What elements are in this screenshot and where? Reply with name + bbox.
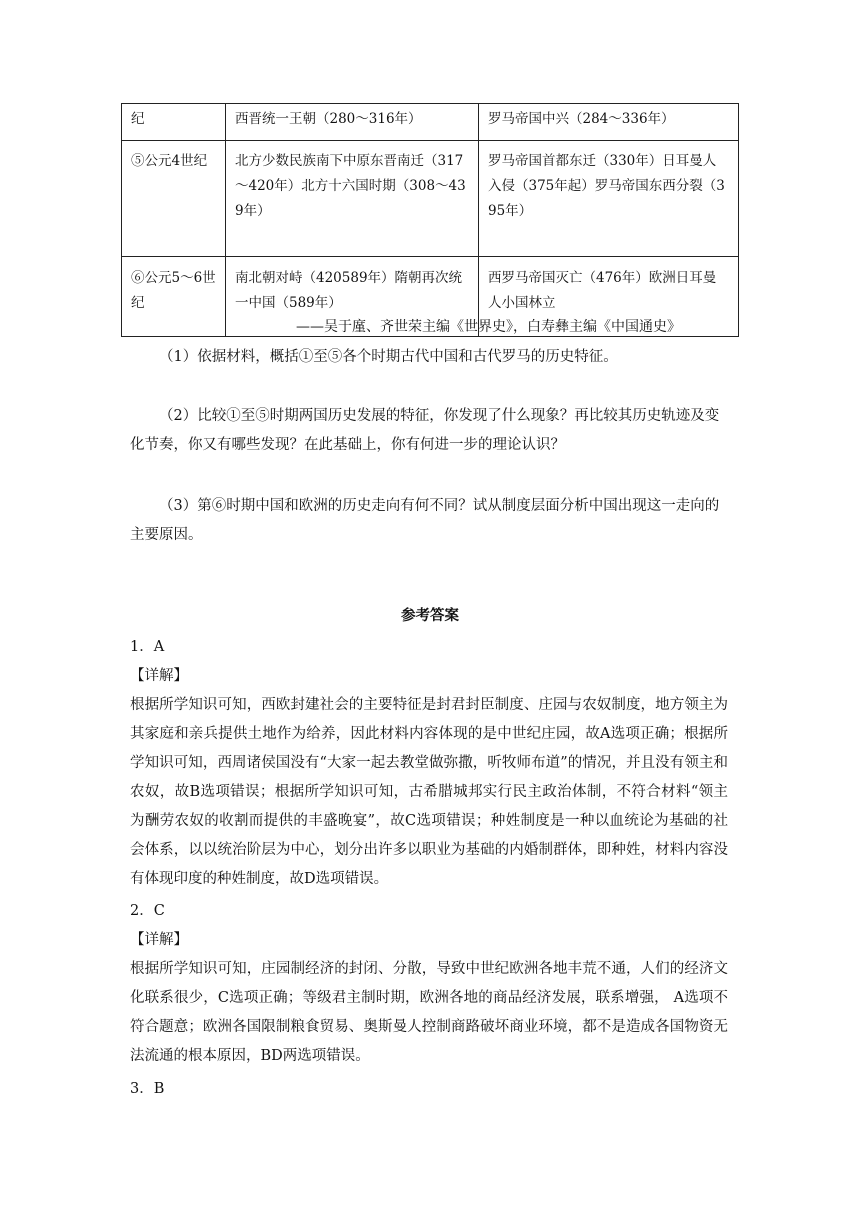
table-row (122, 104, 739, 141)
answer-2-label: 2．C (130, 903, 165, 919)
answer-1-explanation: 根据所学知识可知，西欧封建社会的主要特征是封君封臣制度、庄园与农奴制度，地方领主为其家庭和亲兵提供土地作为给养，因此材料内容体现的是中世纪庄园，故A选项正确；根据所学知识可知，西周诸侯国没有“大家一起去教堂做弥撒，听牧师布道”的情况，并且没有领主和农奴，故B选项错误；根据所学知识可知，古希腊城邦实行民主政治体制，不符合材料“领主为酬劳农奴的收割而提供的丰盛晚宴”，故C选项错误；种姓制度是一种以血统论为基础的社会体系，以以统治阶层为中心，划分出许多以职业为基础的内婚制群体，即种姓，材料内容没有体现印度的种姓制度，故D选项错误。 (130, 697, 728, 887)
china-cell: 北方少数民族南下中原东晋南迁（317～420年）北方十六国时期（308～439年） (226, 141, 479, 257)
answer-3-label: 3．B (130, 1081, 165, 1097)
china-cell: 西晋统一王朝（280～316年） (226, 104, 479, 141)
answer-2-detail-label: 【详解】 (130, 932, 188, 948)
question-2: （2）比较①至⑤时期两国历史发展的特征，你发现了什么现象？再比较其历史轨迹及变化节奏，你又有哪些发现？在此基础上，你有何进一步的理论认识？ (130, 408, 720, 453)
table-source-citation: ——吴于廑、齐世荣主编《世界史》，白寿彝主编《中国通史》 (296, 319, 681, 335)
period-cell: ⑥公元5～6世纪 (122, 257, 226, 337)
rome-cell: 罗马帝国中兴（284～336年） (479, 104, 739, 141)
table-row (122, 141, 739, 257)
answers-title: 参考答案 (401, 607, 459, 624)
rome-cell: 西罗马帝国灭亡（476年）欧洲日耳曼人小国林立 (479, 257, 739, 337)
china-cell: 南北朝对峙（420589年）隋朝再次统一中国（589年） (226, 257, 479, 337)
period-cell: 纪 (122, 104, 226, 141)
question-1: （1）依据材料，概括①至⑤各个时期古代中国和古代罗马的历史特征。 (159, 349, 618, 365)
history-comparison-table (121, 103, 739, 337)
answer-1-detail-label: 【详解】 (130, 668, 188, 684)
rome-cell: 罗马帝国首都东迁（330年）日耳曼人入侵（375年起）罗马帝国东西分裂（395年） (479, 141, 739, 257)
question-3: （3）第⑥时期中国和欧洲的历史走向有何不同？试从制度层面分析中国出现这一走向的主要原因。 (130, 498, 720, 543)
answer-1-label: 1．A (130, 639, 165, 655)
answer-2-explanation: 根据所学知识可知，庄园制经济的封闭、分散，导致中世纪欧洲各地丰荒不通，人们的经济文化联系很少，C选项正确；等级君主制时期，欧洲各地的商品经济发展，联系增强， A选项不符合题意；欧洲各国限制粮食贸易、奥斯曼人控制商路破坏商业环境，都不是造成各国物资无法流通的根本原因，BD两选项错误。 (130, 961, 728, 1064)
period-cell: ⑤公元4世纪 (122, 141, 226, 257)
